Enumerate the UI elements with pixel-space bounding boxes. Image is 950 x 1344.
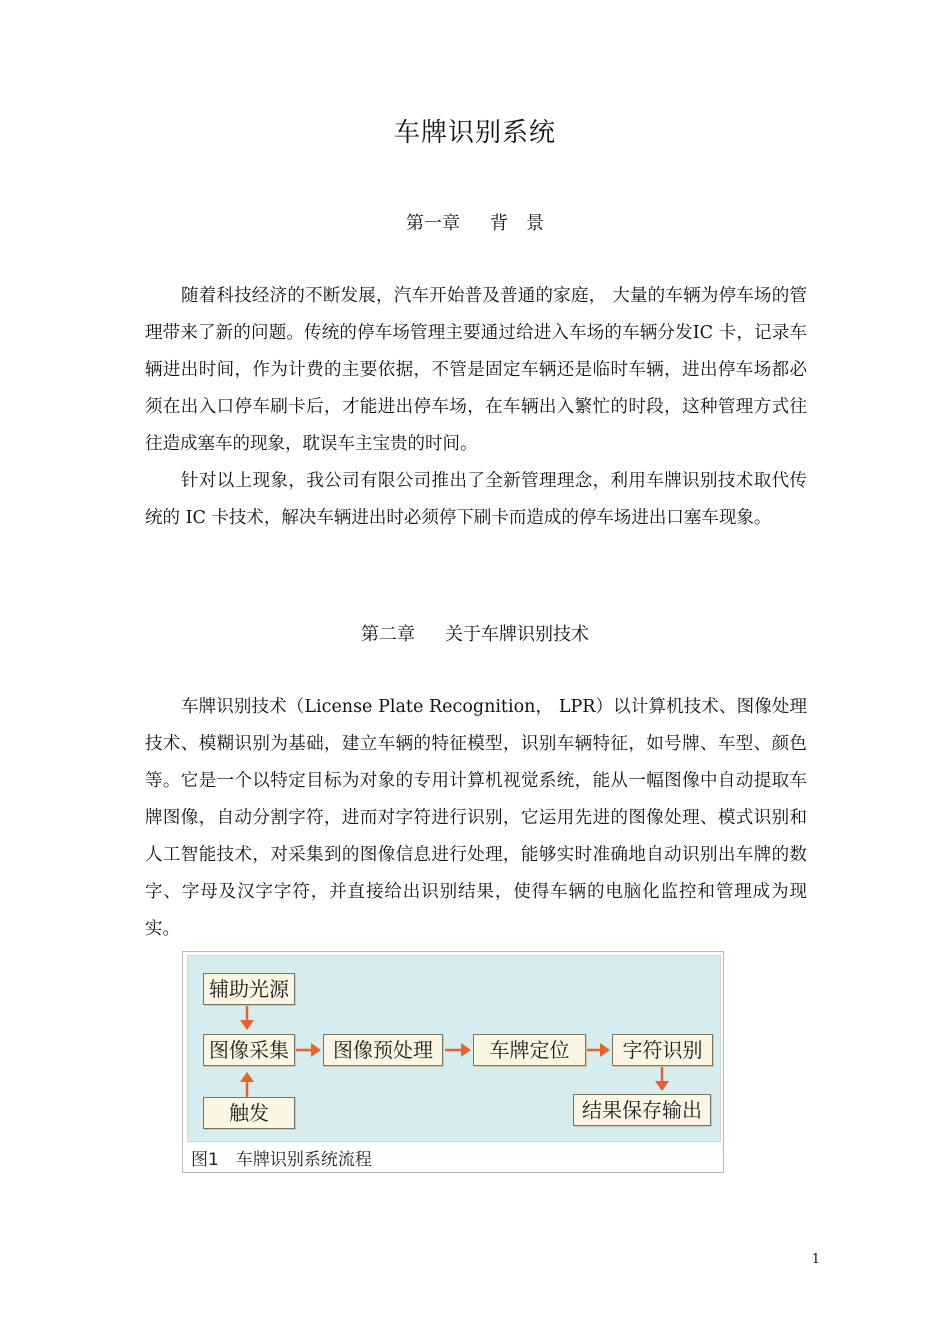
arrow-capture-to-preprocess-head	[311, 1043, 321, 1057]
arrow-recognize-to-output-head	[655, 1081, 669, 1091]
chapter-1-name: 背 景	[490, 213, 544, 234]
flow-node-light-source: 辅助光源	[203, 973, 295, 1005]
arrow-preprocess-to-locate-head	[461, 1043, 471, 1057]
chapter-2-label: 第二章	[361, 624, 415, 645]
chapter-1-paragraph-1: 随着科技经济的不断发展，汽车开始普及普通的家庭， 大量的车辆为停车场的管理带来了新的问题。传统的停车场管理主要通过给进入车场的车辆分发IC 卡，记录车辆进出时间，作为计费的主要依据，不管是固定车辆还是临时车辆，进出停车场都必须在出入口停车刷卡后，才能进出停车场，在车辆出入繁忙的时段，这种管理方式往往造成塞车的现象，耽误车主宝贵的时间。	[145, 286, 807, 454]
flow-node-char-recognize: 字符识别	[612, 1034, 713, 1066]
document-title: 车牌识别系统	[393, 118, 556, 148]
arrow-trigger-to-capture-head	[240, 1072, 254, 1082]
flowchart-figure	[182, 951, 724, 1173]
arrow-locate-to-recognize-head	[600, 1043, 610, 1057]
flow-node-preprocess: 图像预处理	[323, 1034, 443, 1066]
flow-node-plate-locate: 车牌定位	[473, 1034, 586, 1066]
chapter-1-paragraph-2: 针对以上现象，我公司有限公司推出了全新管理理念，利用车牌识别技术取代传统的 IC 卡技术，解决车辆进出时必须停下刷卡而造成的停车场进出口塞车现象。	[145, 471, 807, 528]
chapter-1-label: 第一章	[406, 213, 460, 234]
figure-caption: 图1 车牌识别系统流程	[191, 1150, 372, 1170]
chapter-2-paragraph-1: 车牌识别技术（License Plate Recognition， LPR）以计算机技术、图像处理技术、模糊识别为基础，建立车辆的特征模型，识别车辆特征，如号牌、车型、颜色等。它是一个以特定目标为对象的专用计算机视觉系统，能从一幅图像中自动提取车牌图像，自动分割字符，进而对字符进行识别，它运用先进的图像处理、模式识别和人工智能技术，对采集到的图像信息进行处理，能够实时准确地自动识别出车牌的数字、字母及汉字字符，并直接给出识别结果，使得车辆的电脑化监控和管理成为现实。	[145, 697, 807, 939]
flow-node-result-output: 结果保存输出	[573, 1094, 711, 1126]
flow-node-trigger: 触发	[203, 1097, 295, 1129]
chapter-1-heading	[0, 209, 950, 235]
chapter-2-heading	[0, 620, 950, 646]
arrow-light-to-capture-head	[240, 1020, 254, 1030]
chapter-2-name: 关于车牌识别技术	[445, 624, 589, 645]
flow-node-image-capture: 图像采集	[203, 1034, 295, 1066]
page-number: 1	[811, 1252, 820, 1267]
